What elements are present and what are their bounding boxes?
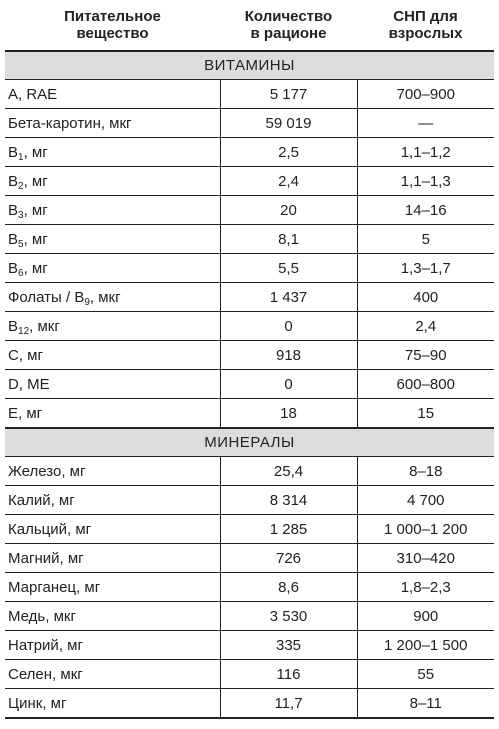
rda-cell: 75–90 — [357, 341, 494, 370]
nutrient-name-cell — [5, 515, 220, 544]
amount-cell: 5,5 — [220, 254, 357, 283]
nutrient-unit: , мкг — [29, 317, 60, 335]
nutrient-name: E, мг — [8, 404, 43, 422]
rda-cell: 8–11 — [357, 689, 494, 719]
table-row — [5, 196, 494, 225]
nutrient-name-cell — [5, 138, 220, 167]
nutrient-name-cell — [5, 457, 220, 486]
nutrient-unit: , мг — [23, 259, 48, 277]
nutrient-name: Натрий, мг — [8, 636, 83, 654]
nutrient-subscript: 9 — [84, 296, 90, 308]
amount-cell: 116 — [220, 660, 357, 689]
nutrient-name: B — [8, 172, 19, 190]
nutrient-unit: , мг — [23, 143, 48, 161]
nutrient-name-cell — [5, 80, 220, 109]
nutrient-name-cell — [5, 341, 220, 370]
header-rda-line2: взрослых — [388, 25, 463, 42]
nutrient-unit: , мг — [23, 230, 48, 248]
nutrient-table-container — [5, 0, 494, 719]
table-row — [5, 573, 494, 602]
nutrient-name: B — [8, 143, 19, 161]
table-row — [5, 399, 494, 429]
table-row — [5, 660, 494, 689]
amount-cell: 1 285 — [220, 515, 357, 544]
nutrient-name-cell — [5, 109, 220, 138]
nutrient-name: Фолаты / B — [8, 288, 85, 306]
amount-cell: 0 — [220, 312, 357, 341]
rda-cell: 600–800 — [357, 370, 494, 399]
table-row — [5, 544, 494, 573]
table-row — [5, 341, 494, 370]
nutrient-name-cell — [5, 283, 220, 312]
nutrient-subscript: 2 — [18, 180, 24, 192]
nutrient-name: Кальций, мг — [8, 520, 92, 538]
nutrient-name-cell — [5, 660, 220, 689]
rda-cell: 1,8–2,3 — [357, 573, 494, 602]
nutrient-name-cell — [5, 602, 220, 631]
nutrient-name: B — [8, 259, 19, 277]
nutrient-name-cell — [5, 196, 220, 225]
amount-cell: 20 — [220, 196, 357, 225]
amount-cell: 0 — [220, 370, 357, 399]
rda-cell: 8–18 — [357, 457, 494, 486]
nutrient-subscript: 12 — [18, 325, 30, 337]
table-row — [5, 225, 494, 254]
nutrient-name: C, мг — [8, 346, 43, 364]
rda-cell: 15 — [357, 399, 494, 429]
nutrient-name-cell — [5, 573, 220, 602]
header-nutrient-line2: вещество — [76, 25, 149, 42]
table-row — [5, 486, 494, 515]
table-row — [5, 312, 494, 341]
table-row — [5, 80, 494, 109]
section-row-minerals — [5, 428, 494, 457]
rda-cell: 14–16 — [357, 196, 494, 225]
nutrient-name: A, RAE — [8, 85, 58, 103]
table-row — [5, 515, 494, 544]
nutrient-name: B — [8, 230, 19, 248]
rda-cell: 700–900 — [357, 80, 494, 109]
amount-cell: 335 — [220, 631, 357, 660]
header-rda — [357, 0, 494, 51]
nutrient-name: B — [8, 317, 19, 335]
header-nutrient — [5, 0, 220, 51]
rda-cell: 2,4 — [357, 312, 494, 341]
rda-cell: 400 — [357, 283, 494, 312]
rda-cell: 310–420 — [357, 544, 494, 573]
table-row — [5, 254, 494, 283]
table-row — [5, 283, 494, 312]
table-row — [5, 689, 494, 719]
table-row — [5, 631, 494, 660]
nutrient-name-cell — [5, 254, 220, 283]
nutrient-unit: , мг — [23, 172, 48, 190]
table-row — [5, 457, 494, 486]
nutrient-name: Калий, мг — [8, 491, 75, 509]
section-row-vitamins — [5, 51, 494, 80]
amount-cell: 3 530 — [220, 602, 357, 631]
nutrient-unit: , мкг — [89, 288, 121, 306]
nutrient-name-cell — [5, 486, 220, 515]
nutrient-subscript: 1 — [18, 151, 24, 163]
amount-cell: 918 — [220, 341, 357, 370]
rda-cell: 1,1–1,2 — [357, 138, 494, 167]
nutrient-name-cell — [5, 225, 220, 254]
section-title-vitamins: ВИТАМИНЫ — [5, 51, 494, 80]
section-title-minerals: МИНЕРАЛЫ — [5, 428, 494, 457]
nutrient-name-cell — [5, 544, 220, 573]
nutrient-name-cell — [5, 631, 220, 660]
rda-cell: 1 000–1 200 — [357, 515, 494, 544]
amount-cell: 2,5 — [220, 138, 357, 167]
table-row — [5, 109, 494, 138]
amount-cell: 11,7 — [220, 689, 357, 719]
nutrient-name-cell — [5, 370, 220, 399]
nutrient-name: D, МЕ — [8, 375, 50, 393]
table-body — [5, 51, 494, 718]
nutrient-name: B — [8, 201, 19, 219]
amount-cell: 25,4 — [220, 457, 357, 486]
header-rda-line1: СНП для — [393, 8, 458, 25]
nutrient-name: Селен, мкг — [8, 665, 83, 683]
nutrient-name: Железо, мг — [8, 462, 86, 480]
nutrient-unit: , мг — [23, 201, 48, 219]
nutrient-name-cell — [5, 689, 220, 719]
amount-cell: 5 177 — [220, 80, 357, 109]
rda-cell: 1 200–1 500 — [357, 631, 494, 660]
header-row — [5, 0, 494, 51]
amount-cell: 8,1 — [220, 225, 357, 254]
table-row — [5, 167, 494, 196]
amount-cell: 8 314 — [220, 486, 357, 515]
nutrient-name-cell — [5, 312, 220, 341]
nutrient-table — [5, 0, 494, 719]
table-row — [5, 370, 494, 399]
rda-cell: 1,3–1,7 — [357, 254, 494, 283]
rda-cell: 1,1–1,3 — [357, 167, 494, 196]
nutrient-subscript: 6 — [18, 267, 24, 279]
table-header — [5, 0, 494, 51]
amount-cell: 59 019 — [220, 109, 357, 138]
header-amount-line1: Количество — [244, 8, 333, 25]
nutrient-name: Магний, мг — [8, 549, 84, 567]
nutrient-name-cell — [5, 399, 220, 429]
nutrient-name: Медь, мкг — [8, 607, 76, 625]
header-nutrient-line1: Питательное — [64, 8, 161, 25]
rda-cell: 900 — [357, 602, 494, 631]
nutrient-name: Бета-каротин, мкг — [8, 114, 132, 132]
amount-cell: 18 — [220, 399, 357, 429]
amount-cell: 2,4 — [220, 167, 357, 196]
nutrient-name: Цинк, мг — [8, 694, 67, 712]
header-amount — [220, 0, 357, 51]
rda-cell: — — [357, 109, 494, 138]
nutrient-name-cell — [5, 167, 220, 196]
rda-cell: 55 — [357, 660, 494, 689]
rda-cell: 5 — [357, 225, 494, 254]
nutrient-name: Марганец, мг — [8, 578, 101, 596]
table-row — [5, 138, 494, 167]
amount-cell: 1 437 — [220, 283, 357, 312]
rda-cell: 4 700 — [357, 486, 494, 515]
nutrient-subscript: 3 — [18, 209, 24, 221]
nutrient-subscript: 5 — [18, 238, 24, 250]
table-row — [5, 602, 494, 631]
amount-cell: 8,6 — [220, 573, 357, 602]
amount-cell: 726 — [220, 544, 357, 573]
header-amount-line2: в рационе — [250, 25, 327, 42]
